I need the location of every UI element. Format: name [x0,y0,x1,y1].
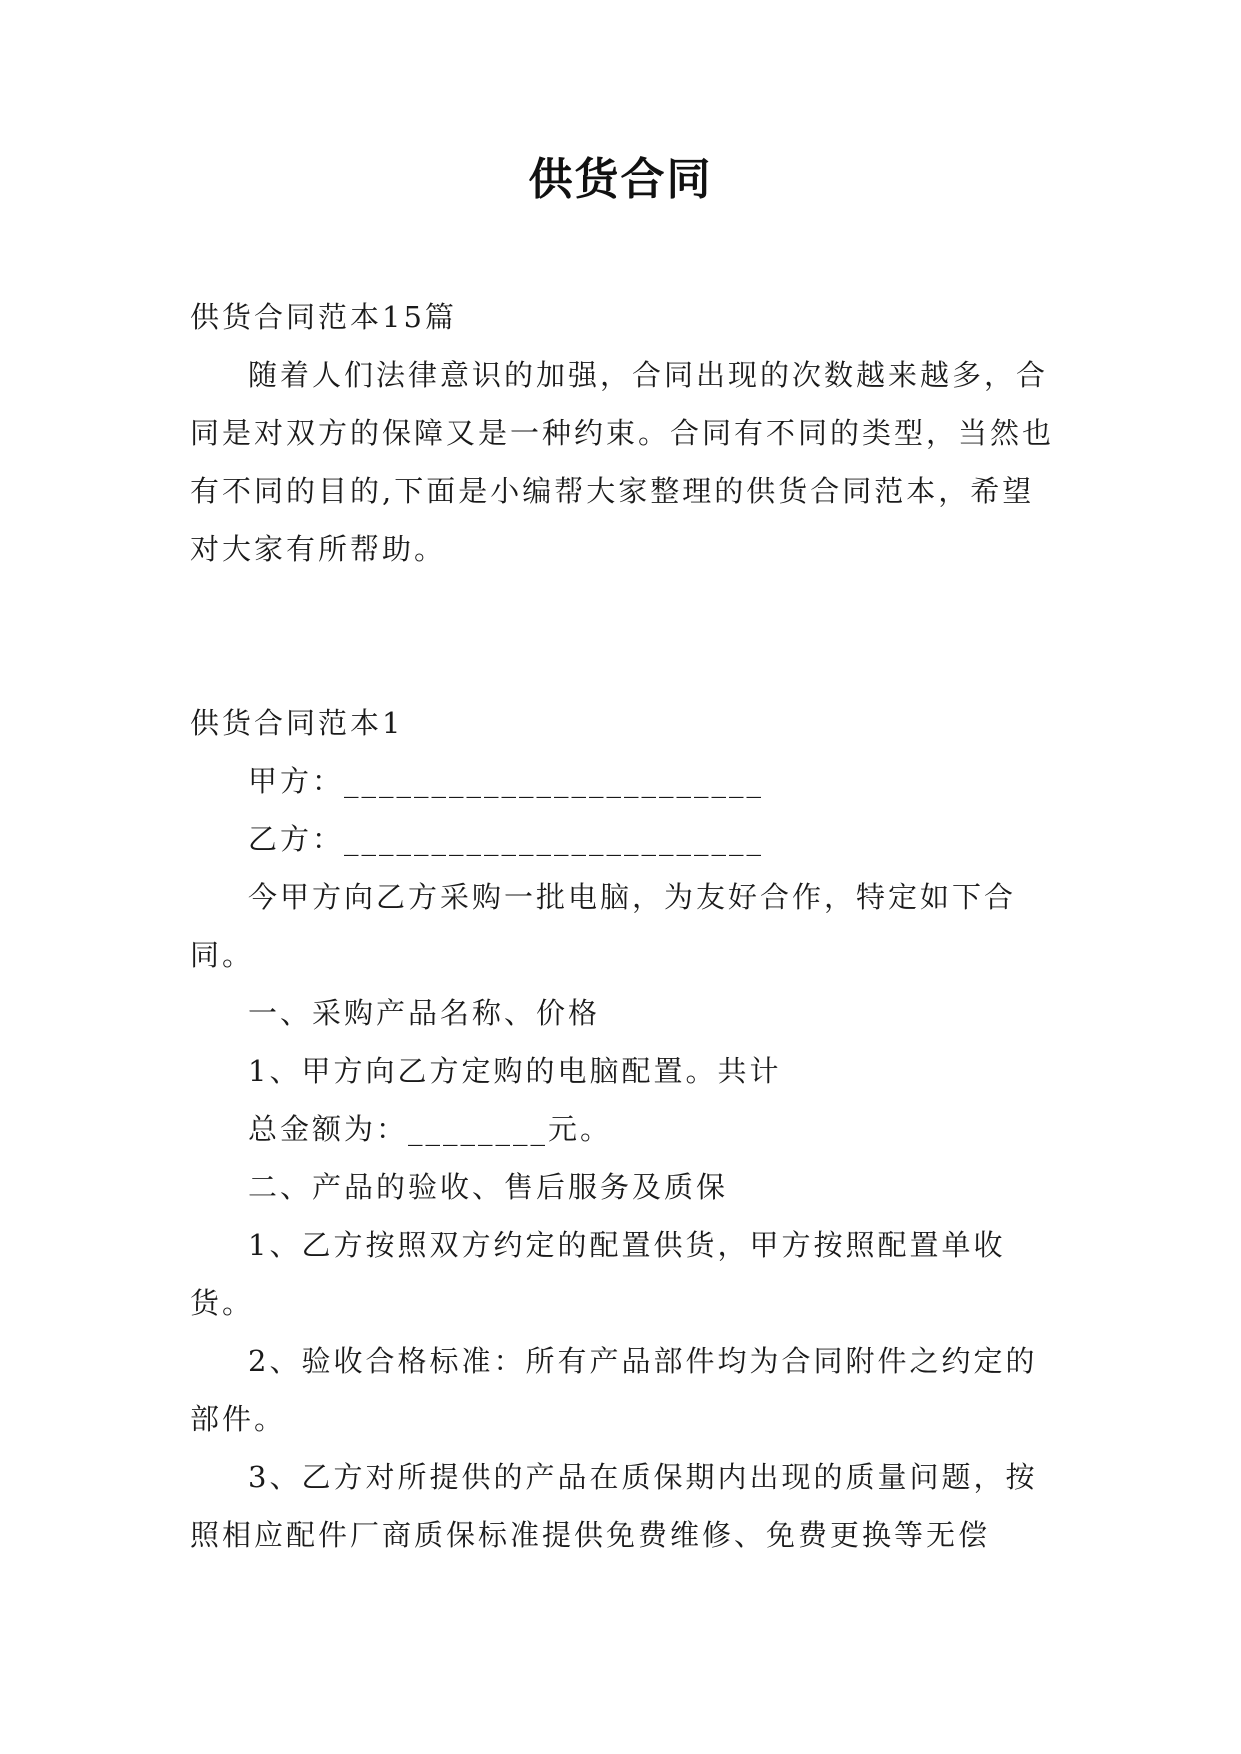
preamble-paragraph: 今甲方向乙方采购一批电脑，为友好合作，特定如下合同。 [190,880,1017,972]
clause1-heading: 一、采购产品名称、价格 [248,996,601,1030]
intro-paragraph: 随着人们法律意识的加强，合同出现的次数越来越多，合同是对双方的保障又是一种约束。合同有不同的类型，当然也有不同的目的,下面是小编帮大家整理的供货合同范本，希望对大家有所帮助。 [190,358,1055,566]
clause2-item2: 2、验收合格标准：所有产品部件均为合同附件之约定的部件。 [190,1344,1038,1436]
document-body [190,288,1060,1564]
clause2-heading: 二、产品的验收、售后服务及质保 [248,1170,729,1204]
section-heading: 供货合同范本1 [190,706,404,740]
clause2-item3: 3、乙方对所提供的产品在质保期内出现的质量问题，按照相应配件厂商质保标准提供免费维修、免费更换等无偿 [190,1460,1038,1552]
clause1-item1: 1、甲方向乙方定购的电脑配置。共计 [248,1054,782,1088]
party-b-line: 乙方：________________________ [248,822,765,856]
clause1-total: 总金额为：________元。 [248,1112,613,1146]
document-subtitle: 供货合同范本15篇 [190,300,457,334]
clause2-item1: 1、乙方按照双方约定的配置供货，甲方按照配置单收货。 [190,1228,1006,1320]
section-spacer [190,578,1060,694]
document-title: 供货合同 [528,154,713,205]
party-a-line: 甲方：________________________ [248,764,765,798]
